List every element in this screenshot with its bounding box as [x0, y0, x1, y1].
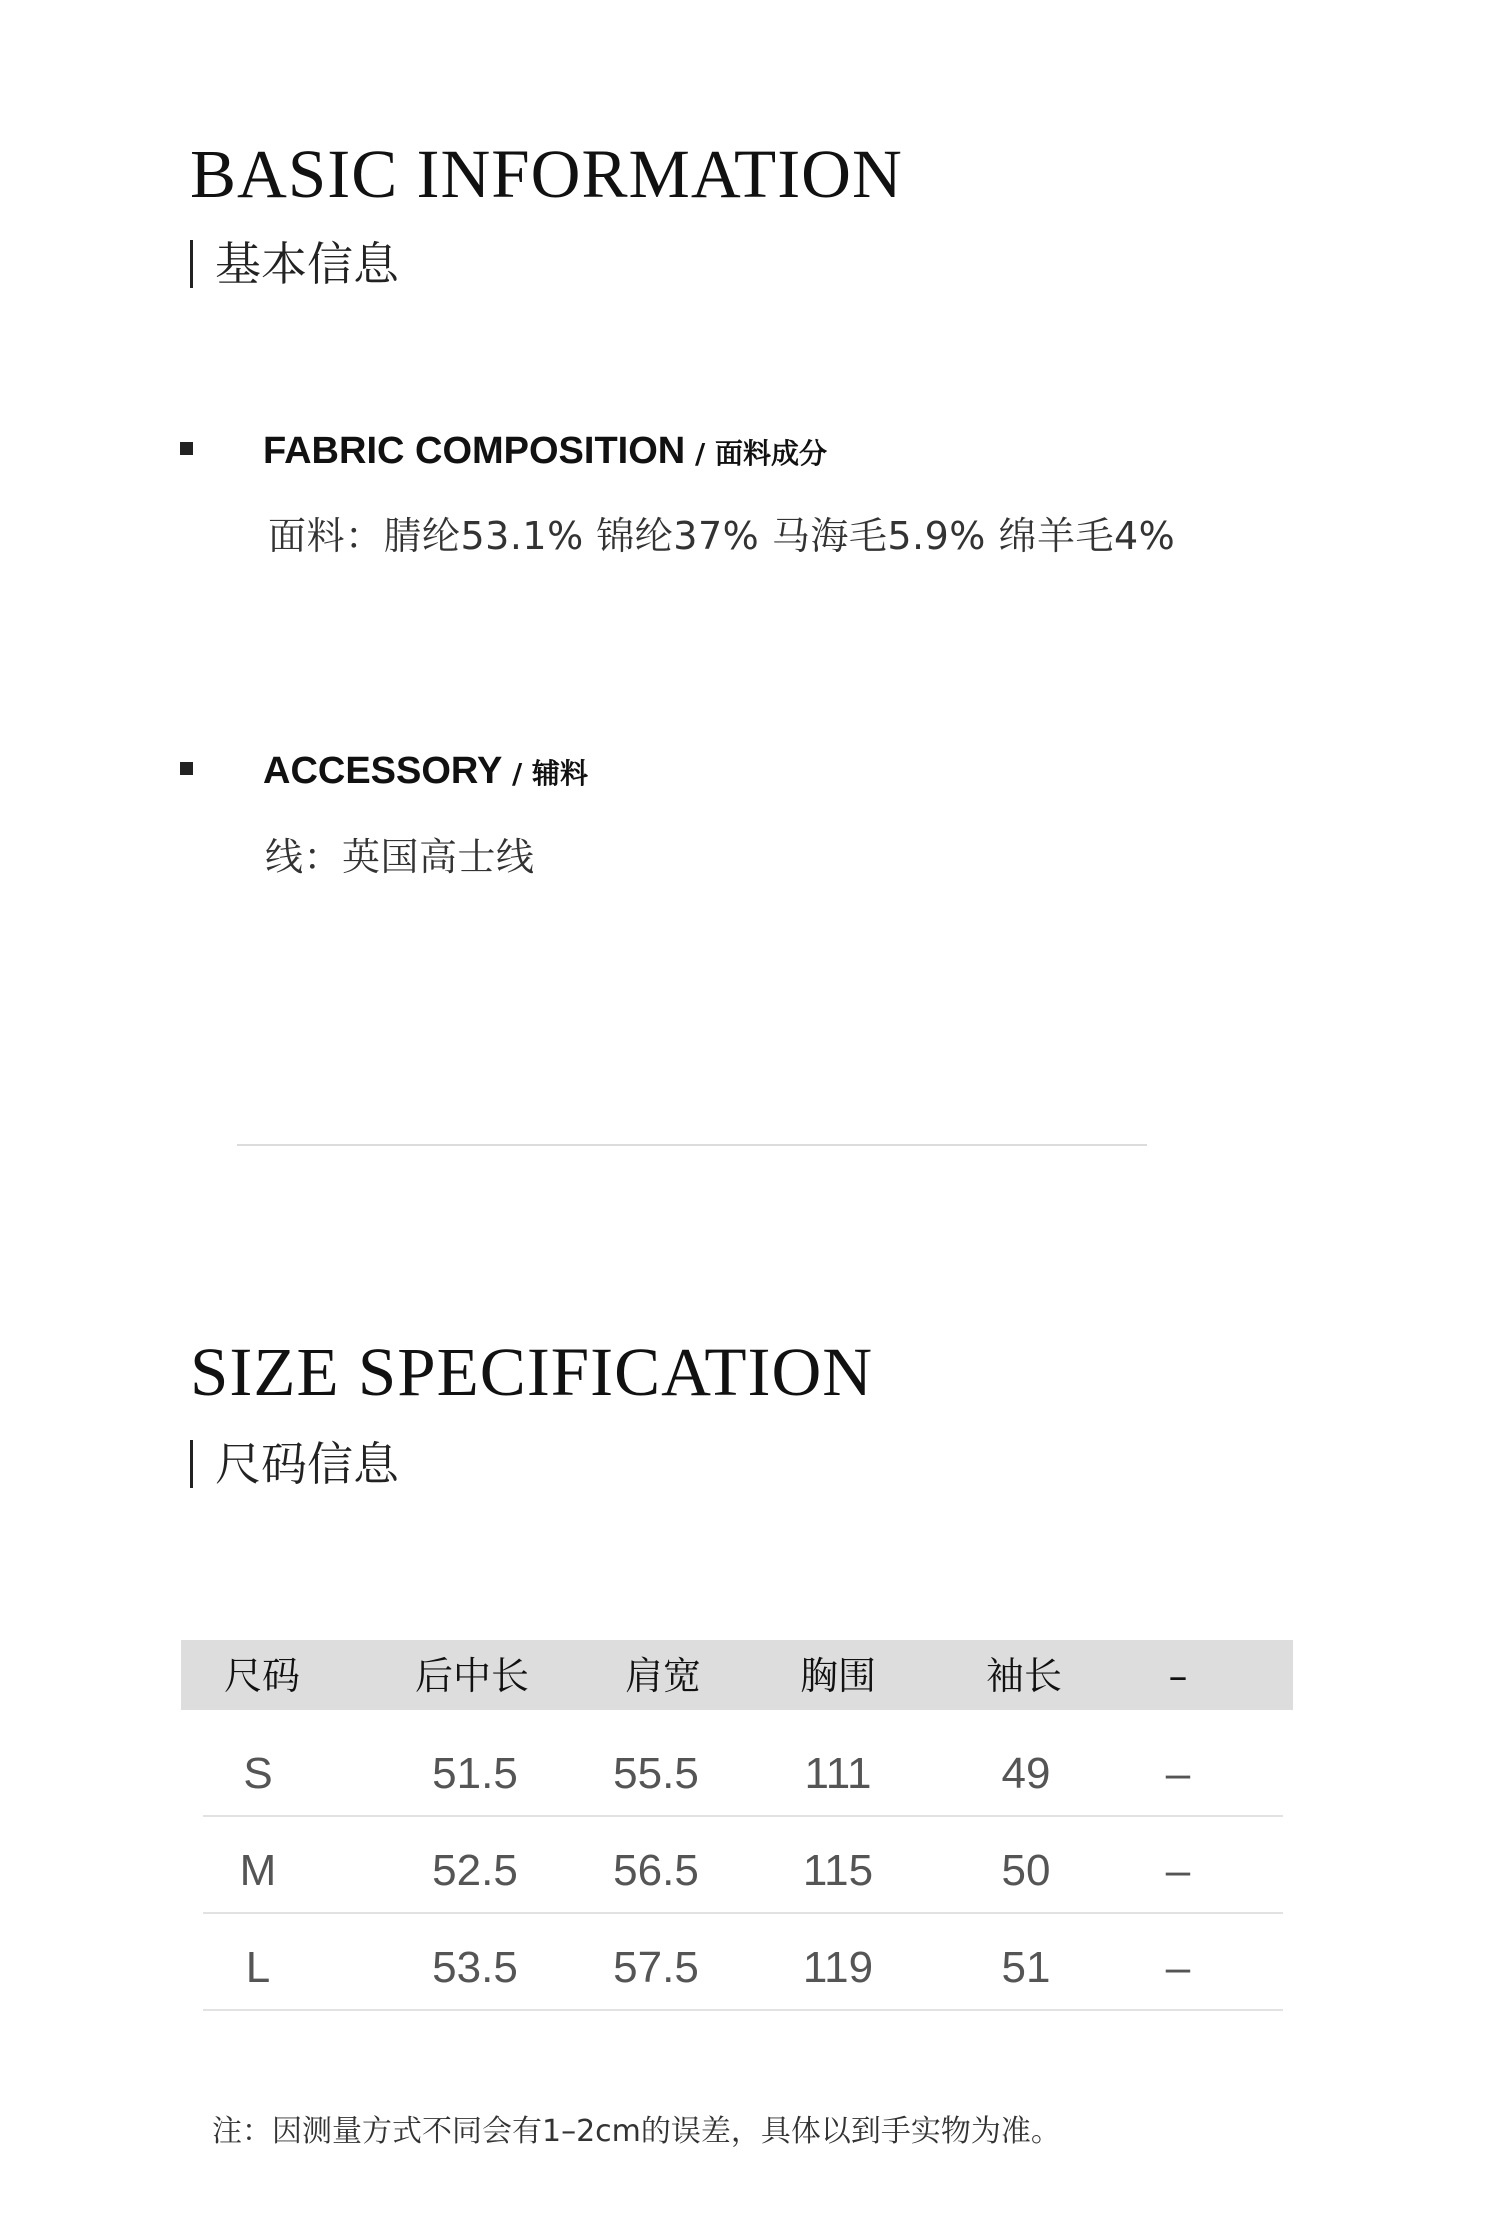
accessory-label-en: ACCESSORY: [263, 750, 503, 792]
size-table-header: [181, 1640, 1293, 1710]
table-cell: 57.5: [613, 1943, 699, 1992]
table-cell: 52.5: [432, 1846, 518, 1895]
basic-info-subtitle-text: 基本信息: [215, 237, 399, 291]
basic-info-title: BASIC INFORMATION: [190, 136, 903, 212]
table-cell: 56.5: [613, 1846, 699, 1895]
size-spec-subtitle: [190, 1437, 399, 1491]
fabric-label-cn: / 面料成分: [685, 437, 827, 470]
fabric-composition-body: 面料：腈纶53.1% 锦纶37% 马海毛5.9% 绵羊毛4%: [268, 514, 1176, 558]
accessory-heading: [263, 752, 588, 790]
table-cell: –: [1165, 1749, 1191, 1798]
fabric-composition-heading: [263, 432, 827, 470]
table-header-cell: 尺码: [223, 1654, 301, 1698]
table-cell: –: [1165, 1943, 1191, 1992]
basic-info-subtitle: [190, 237, 399, 291]
bullet-icon: [180, 442, 193, 455]
table-header-cell: 后中长: [414, 1654, 530, 1698]
table-cell: 119: [802, 1943, 874, 1992]
size-spec-title: SIZE SPECIFICATION: [190, 1334, 874, 1410]
table-cell: 50: [1001, 1846, 1051, 1895]
section-divider: [237, 1144, 1147, 1146]
table-cell: M: [239, 1846, 277, 1895]
table-cell: L: [245, 1943, 271, 1992]
table-header-cell: 胸围: [799, 1654, 877, 1698]
table-cell: S: [243, 1749, 273, 1798]
table-cell: 51.5: [432, 1749, 518, 1798]
table-header-cell: 肩宽: [624, 1654, 702, 1698]
accessory-body: 线：英国高士线: [265, 835, 535, 879]
table-row-divider: [203, 1815, 1283, 1817]
subtitle-bar: [190, 240, 193, 288]
table-header-cell: –: [1168, 1654, 1188, 1698]
accessory-label-cn: / 辅料: [502, 757, 589, 790]
measurement-note: 注：因测量方式不同会有1–2cm的误差，具体以到手实物为准。: [212, 2114, 1061, 2149]
subtitle-bar: [190, 1440, 193, 1488]
table-cell: 51: [1001, 1943, 1051, 1992]
table-header-cell: 袖长: [985, 1654, 1063, 1698]
table-cell: 111: [804, 1749, 872, 1798]
table-cell: 53.5: [432, 1943, 518, 1992]
table-cell: 55.5: [613, 1749, 699, 1798]
table-cell: 115: [802, 1846, 874, 1895]
table-cell: –: [1165, 1846, 1191, 1895]
table-cell: 49: [1001, 1749, 1051, 1798]
table-row-divider: [203, 1912, 1283, 1914]
bullet-icon: [180, 762, 193, 775]
fabric-label-en: FABRIC COMPOSITION: [263, 430, 686, 472]
table-row-divider: [203, 2009, 1283, 2011]
size-spec-subtitle-text: 尺码信息: [215, 1437, 399, 1491]
